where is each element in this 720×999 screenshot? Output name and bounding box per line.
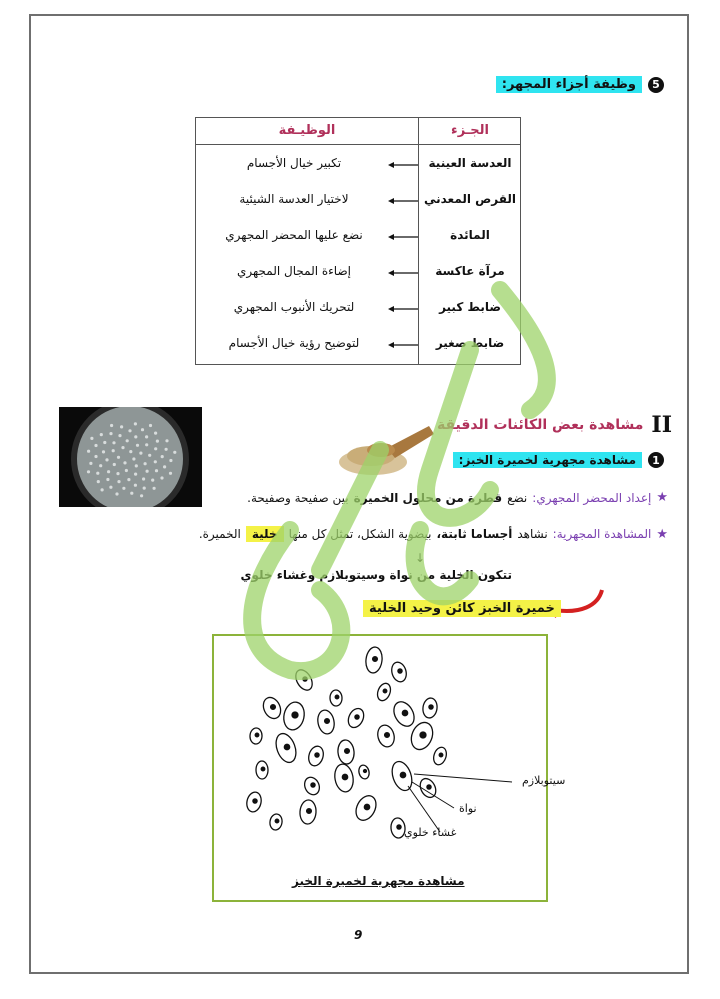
- yeast-nucleus: [292, 712, 298, 718]
- yeast-nucleus: [364, 804, 369, 809]
- section-number-badge: 5: [648, 77, 664, 93]
- label-cytoplasm: سيتوبلازم: [522, 774, 566, 787]
- part-cell: مرآة عاكسة: [435, 264, 505, 278]
- table-row: [196, 292, 522, 326]
- roman-numeral: II: [651, 412, 672, 438]
- yeast-nucleus: [303, 677, 307, 681]
- left-arrow-icon: [388, 198, 418, 204]
- yeast-nucleus: [373, 657, 378, 662]
- yeast-microscope-photo: [59, 407, 202, 507]
- section-II-heading: [437, 412, 672, 438]
- yeast-caption-text: خميرة الخبز كائن وحيد الخلية: [363, 600, 561, 617]
- yeast-nucleus: [255, 733, 259, 737]
- yeast-nucleus: [315, 753, 319, 757]
- yeast-nucleus: [427, 785, 431, 789]
- function-cell: تكبير خيال الأجسام: [246, 156, 342, 170]
- drawing-caption: مشاهدة مجهرية لخميرة الخبز: [292, 874, 465, 888]
- bullet-text: بيضوية الشكل، تمثل كل منها: [288, 527, 432, 541]
- page-number: 9: [354, 928, 363, 942]
- bullet-text: بين صفيحة وصفيحة.: [247, 490, 349, 505]
- highlighted-word: خلية: [246, 526, 284, 542]
- microscope-parts-table: [195, 117, 521, 365]
- yeast-nucleus: [398, 669, 402, 673]
- table-header-part: الجـزء: [451, 123, 489, 138]
- yeast-nucleus: [355, 715, 359, 719]
- yeast-nucleus: [429, 705, 433, 709]
- yeast-nucleus: [335, 695, 339, 699]
- part-cell: القرص المعدني: [423, 192, 517, 206]
- yeast-nucleus: [311, 783, 315, 787]
- function-cell: لاختيار العدسة الشيئية: [239, 192, 349, 206]
- section-1-title: مشاهدة مجهرية لخميرة الخبز:: [453, 452, 642, 468]
- section-II-title: مشاهدة بعض الكائنات الدقيقة: [436, 417, 644, 433]
- yeast-nucleus: [364, 770, 367, 773]
- section-5-heading: [496, 76, 664, 93]
- function-cell: نضع عليها المحضر المجهري: [225, 228, 363, 242]
- star-bullet-icon: ★: [656, 490, 668, 505]
- left-arrow-icon: [388, 342, 418, 348]
- yeast-spoon-image: [337, 418, 437, 480]
- bullet-slide-prep: [247, 490, 668, 505]
- label-membrane: غشاء خلوي: [404, 826, 457, 839]
- yeast-nucleus: [345, 749, 350, 754]
- function-cell: إضاءة المجال المجهري: [236, 264, 351, 278]
- yeast-nucleus: [253, 799, 257, 803]
- part-cell: العدسة العينية: [428, 156, 512, 170]
- function-cell: لتوضيح رؤية خيال الأجسام: [228, 336, 360, 350]
- table-row: [196, 328, 522, 362]
- yeast-nucleus: [383, 689, 387, 693]
- left-arrow-icon: [388, 270, 418, 276]
- yeast-nucleus: [420, 732, 426, 738]
- bullet-text-bold: أجساما ثابتة،: [436, 527, 513, 541]
- yeast-nucleus: [397, 825, 401, 829]
- yeast-nucleus: [271, 705, 276, 710]
- part-cell: المائدة: [450, 228, 490, 242]
- cell-composition-statement: تتكون الخلية من نواة وسيتوبلازم وغشاء خلوي: [240, 568, 512, 582]
- table-row: [196, 184, 522, 218]
- yeast-caption: [363, 601, 561, 616]
- star-bullet-icon: ★: [656, 526, 668, 542]
- bullet-observation: [199, 526, 668, 542]
- yeast-nucleus: [400, 772, 405, 777]
- left-arrow-icon: [388, 234, 418, 240]
- bullet-label: المشاهدة المجهرية:: [552, 527, 652, 541]
- label-nucleus: نواة: [459, 802, 477, 815]
- yeast-nucleus: [342, 774, 347, 779]
- table-row: [196, 220, 522, 254]
- table-row: [196, 256, 522, 290]
- part-cell: ضابط كبير: [439, 300, 501, 314]
- down-arrow-icon: ↓: [415, 551, 426, 565]
- yeast-nucleus: [284, 744, 289, 749]
- yeast-nucleus: [275, 819, 279, 823]
- yeast-nucleus: [439, 753, 443, 757]
- table-header-function: الوظيـفة: [278, 123, 336, 138]
- section-1-heading: [453, 452, 664, 468]
- bullet-text: نشاهد: [517, 527, 548, 541]
- function-cell: لتحريك الأنبوب المجهري: [233, 300, 355, 314]
- bullet-text: نضع: [507, 490, 528, 505]
- yeast-nucleus: [261, 767, 265, 771]
- bullet-text: الخميرة.: [198, 527, 241, 541]
- section-5-title: وظيفة أجزاء المجهر:: [496, 76, 642, 93]
- yeast-nucleus: [385, 733, 390, 738]
- yeast-nucleus: [325, 719, 330, 724]
- part-cell: ضابط صغير: [435, 336, 505, 350]
- bullet-text-bold: قطرة من محلول الخميرة: [353, 490, 503, 505]
- yeast-nucleus: [402, 710, 407, 715]
- yeast-cells-drawing: [212, 634, 566, 902]
- bullet-label: إعداد المحضر المجهري:: [532, 490, 652, 505]
- yeast-nucleus: [307, 809, 312, 814]
- left-arrow-icon: [388, 162, 418, 168]
- section-number-badge: 1: [648, 452, 664, 468]
- left-arrow-icon: [388, 306, 418, 312]
- table-row: [196, 148, 522, 182]
